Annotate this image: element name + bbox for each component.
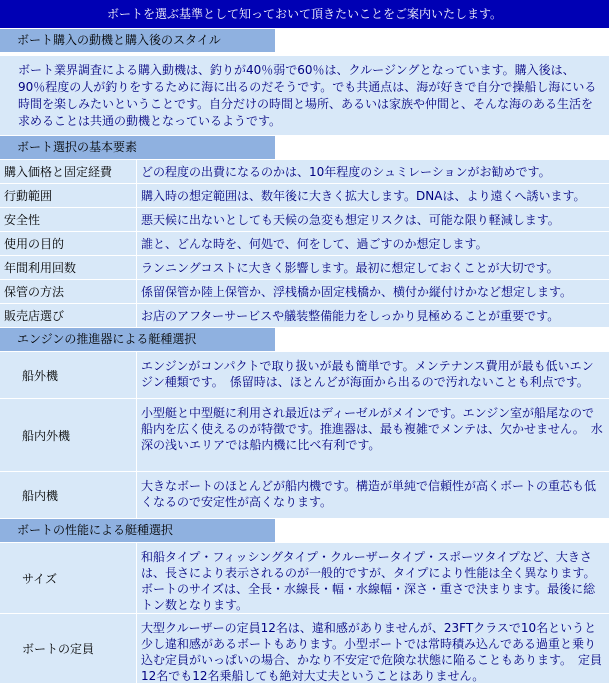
- section-basic: [0, 136, 609, 159]
- section-title: エンジンの推進器による艇種選択: [0, 328, 275, 351]
- row-value: お店のアフターサービスや艤装整備能力をしっかり見極めることが重要です。: [137, 304, 609, 327]
- row-label: 安全性: [0, 208, 136, 231]
- row-label: 購入価格と固定経費: [0, 160, 136, 183]
- row-label: 保管の方法: [0, 280, 136, 303]
- table-row: [0, 614, 609, 683]
- section-motive: [0, 29, 609, 52]
- table-row: [0, 304, 609, 327]
- table-row: [0, 280, 609, 303]
- row-value: エンジンがコンパクトで取り扱いが最も簡単です。メンテナンス費用が最も低いエンジン種類です。 係留時は、ほとんどが海面から出るので汚れないことも利点です。: [137, 352, 609, 398]
- intro-paragraph: ボート業界調査による購入動機は、釣りが40％弱で60％は、クルージングとなっています。購入後は、90％程度の人が釣りをするために海に出るのだそうです。でも共通点は、海が好きで自分で操船し海にいる時間を楽しみたいということです。自分だけの時間と場所、あるいは家族や仲間と、そんな海のある生活を求めることは共通の動機となっているようです。: [0, 56, 609, 135]
- row-value: 係留保管か陸上保管か、浮桟橋か固定桟橋か、横付か縦付けかなど想定します。: [137, 280, 609, 303]
- row-value: 悪天候に出ないとしても天候の急変も想定リスクは、可能な限り軽減します。: [137, 208, 609, 231]
- row-label: 船外機: [0, 352, 136, 398]
- row-label: 行動範囲: [0, 184, 136, 207]
- row-value: 大型クルーザーの定員12名は、違和感がありませんが、23FTクラスで10名というと少し違和感があるボートもあります。小型ボートでは常時積み込んである過重と乗り込む定員がいっぱいの場合、かなり不安定で危険な状態に陥ることもあります。 定員12名でも12名乗船しても絶対大丈夫ということはありません。: [137, 614, 609, 683]
- table-row: [0, 543, 609, 613]
- row-value: 小型艇と中型艇に利用され最近はディーゼルがメインです。エンジン室が船尾なので船内を広く使えるのが特徴です。推進器は、最も複雑でメンテは、欠かせません。 水深の浅いエリアでは船内機に比べ有利です。: [137, 399, 609, 471]
- table-row: [0, 352, 609, 398]
- row-value: 大きなボートのほとんどが船内機です。構造が単純で信頼性が高くボートの重芯も低くなるので安定性が高くなります。: [137, 472, 609, 518]
- section-title: ボート選択の基本要素: [0, 136, 275, 159]
- row-label: 販売店選び: [0, 304, 136, 327]
- row-value: どの程度の出費になるのかは、10年程度のシュミレーションがお勧めです。: [137, 160, 609, 183]
- table-row: [0, 472, 609, 518]
- table-row: [0, 184, 609, 207]
- table-row: [0, 232, 609, 255]
- header-banner: ボートを選ぶ基準として知っておいて頂きたいことをご案内いたします。: [0, 0, 609, 28]
- row-label: 使用の目的: [0, 232, 136, 255]
- row-label: 年間利用回数: [0, 256, 136, 279]
- row-value: 和船タイプ・フィッシングタイプ・クルーザータイプ・スポーツタイプなど、大きさは、長さにより表示されるのが一般的ですが、タイプにより性能は全く異なります。ボートのサイズは、全長・水線長・幅・水線幅・深さ・重さで決まります。最後に総トン数となります。: [137, 543, 609, 613]
- section-engine: [0, 328, 609, 351]
- row-label: 船内外機: [0, 399, 136, 471]
- table-row: [0, 399, 609, 471]
- table-row: [0, 256, 609, 279]
- row-label: サイズ: [0, 543, 136, 613]
- section-title: ボート購入の動機と購入後のスタイル: [0, 29, 275, 52]
- table-row: [0, 208, 609, 231]
- section-performance: [0, 519, 609, 542]
- row-label: ボートの定員: [0, 614, 136, 683]
- row-value: 購入時の想定範囲は、数年後に大きく拡大します。DNAは、より遠くへ誘います。: [137, 184, 609, 207]
- section-title: ボートの性能による艇種選択: [0, 519, 275, 542]
- row-label: 船内機: [0, 472, 136, 518]
- table-row: [0, 160, 609, 183]
- row-value: ランニングコストに大きく影響します。最初に想定しておくことが大切です。: [137, 256, 609, 279]
- row-value: 誰と、どんな時を、何処で、何をして、過ごすのか想定します。: [137, 232, 609, 255]
